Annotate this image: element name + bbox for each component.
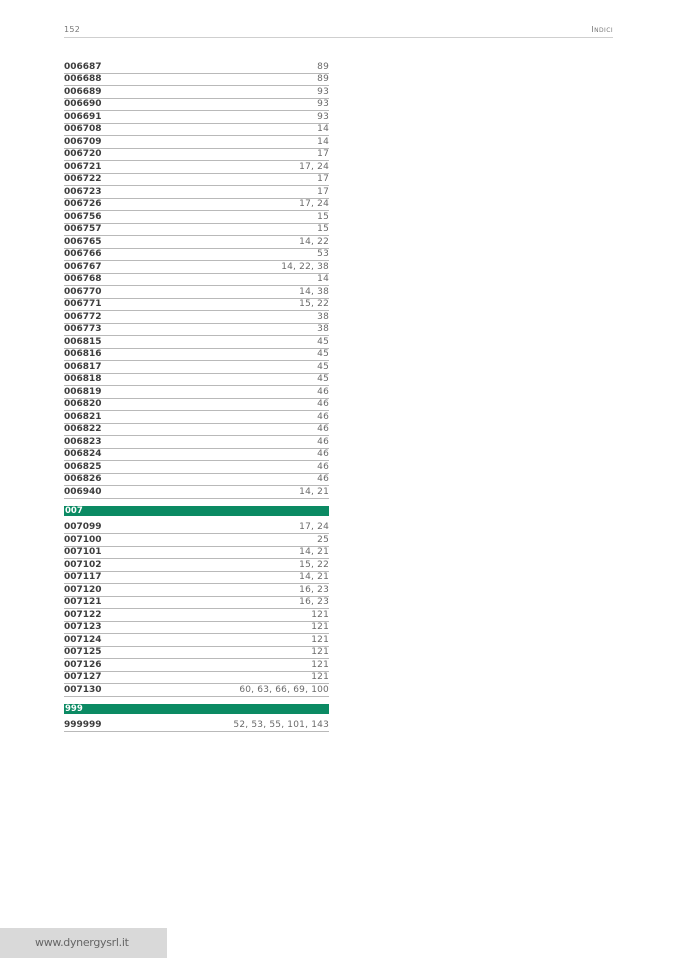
product-code: 006756 xyxy=(64,211,102,222)
product-code: 006722 xyxy=(64,174,102,184)
product-code: 007120 xyxy=(64,584,102,595)
page-references: 121 xyxy=(311,672,329,682)
page-references: 46 xyxy=(317,424,329,434)
page-references: 14, 38 xyxy=(299,286,329,297)
index-row xyxy=(64,659,329,672)
page-references: 121 xyxy=(311,647,329,657)
product-code: 007124 xyxy=(64,634,102,645)
product-code: 006691 xyxy=(64,111,102,122)
index-group xyxy=(64,61,329,499)
index-row xyxy=(64,236,329,249)
product-code: 007122 xyxy=(64,609,102,620)
index-row xyxy=(64,522,329,535)
product-code: 006726 xyxy=(64,199,102,209)
product-code: 007100 xyxy=(64,534,102,545)
page-references: 53 xyxy=(317,249,329,259)
page-references: 46 xyxy=(317,474,329,484)
page-references: 14, 22, 38 xyxy=(281,261,329,272)
product-code: 007125 xyxy=(64,647,102,657)
page-references: 89 xyxy=(317,61,329,72)
page-references: 14, 21 xyxy=(299,572,329,582)
index-row xyxy=(64,86,329,99)
index-row xyxy=(64,486,329,499)
page-references: 17 xyxy=(317,149,329,159)
footer-bar xyxy=(0,928,167,958)
product-code: 006825 xyxy=(64,461,102,472)
page-references: 46 xyxy=(317,436,329,447)
page-references: 15, 22 xyxy=(299,299,329,309)
product-code: 006766 xyxy=(64,249,102,259)
product-code: 006771 xyxy=(64,299,102,309)
page-references: 45 xyxy=(317,349,329,359)
page-references: 14, 21 xyxy=(299,547,329,557)
index-row xyxy=(64,249,329,262)
index-row xyxy=(64,224,329,237)
page-references: 16, 23 xyxy=(299,584,329,595)
product-code: 007121 xyxy=(64,597,102,607)
product-code: 006817 xyxy=(64,361,102,372)
index-row xyxy=(64,474,329,487)
product-code: 006821 xyxy=(64,411,102,422)
page-references: 93 xyxy=(317,111,329,122)
index-row xyxy=(64,672,329,685)
page-references: 38 xyxy=(317,324,329,334)
page-references: 45 xyxy=(317,374,329,384)
page-references: 46 xyxy=(317,449,329,459)
page-references: 14 xyxy=(317,274,329,284)
index-row xyxy=(64,399,329,412)
product-code: 006770 xyxy=(64,286,102,297)
page-references: 46 xyxy=(317,399,329,409)
product-code: 007127 xyxy=(64,672,102,682)
page-references: 60, 63, 66, 69, 100 xyxy=(239,684,329,695)
index-row xyxy=(64,211,329,224)
index-table xyxy=(64,61,329,732)
index-row xyxy=(64,261,329,274)
page-references: 121 xyxy=(311,622,329,632)
footer-url[interactable]: www.dynergysrl.it xyxy=(35,936,129,949)
product-code: 006772 xyxy=(64,311,102,322)
page-references: 17, 24 xyxy=(299,199,329,209)
page-number: 152 xyxy=(64,25,81,34)
index-row xyxy=(64,174,329,187)
index-row xyxy=(64,386,329,399)
page-references: 45 xyxy=(317,361,329,372)
index-row xyxy=(64,584,329,597)
product-code: 006819 xyxy=(64,386,102,397)
product-code: 006688 xyxy=(64,74,102,84)
page-references: 46 xyxy=(317,461,329,472)
page-references: 17, 24 xyxy=(299,522,329,532)
index-row xyxy=(64,136,329,149)
index-group xyxy=(64,506,329,697)
index-row xyxy=(64,186,329,199)
index-row xyxy=(64,311,329,324)
index-row xyxy=(64,572,329,585)
group-header: 999 xyxy=(64,704,329,714)
index-row xyxy=(64,324,329,337)
page-references: 45 xyxy=(317,336,329,347)
product-code: 006721 xyxy=(64,161,102,172)
product-code: 006689 xyxy=(64,86,102,97)
product-code: 006708 xyxy=(64,124,102,134)
index-row xyxy=(64,424,329,437)
page-references: 52, 53, 55, 101, 143 xyxy=(233,720,329,730)
index-row xyxy=(64,634,329,647)
index-row xyxy=(64,61,329,74)
product-code: 006820 xyxy=(64,399,102,409)
product-code: 006767 xyxy=(64,261,102,272)
index-row xyxy=(64,647,329,660)
page-references: 121 xyxy=(311,609,329,620)
product-code: 007130 xyxy=(64,684,102,695)
index-row xyxy=(64,161,329,174)
page-references: 14, 21 xyxy=(299,486,329,497)
index-row xyxy=(64,149,329,162)
product-code: 006824 xyxy=(64,449,102,459)
page-references: 15 xyxy=(317,211,329,222)
product-code: 006757 xyxy=(64,224,102,234)
product-code: 999999 xyxy=(64,720,102,730)
product-code: 006687 xyxy=(64,61,102,72)
index-row xyxy=(64,199,329,212)
page-references: 17, 24 xyxy=(299,161,329,172)
index-row xyxy=(64,449,329,462)
index-row xyxy=(64,609,329,622)
page-references: 46 xyxy=(317,386,329,397)
page-references: 15, 22 xyxy=(299,559,329,570)
page-references: 14 xyxy=(317,136,329,147)
product-code: 006823 xyxy=(64,436,102,447)
index-row xyxy=(64,597,329,610)
index-group xyxy=(64,704,329,733)
page-references: 17 xyxy=(317,174,329,184)
header-divider xyxy=(64,37,613,38)
product-code: 007126 xyxy=(64,659,102,670)
product-code: 006815 xyxy=(64,336,102,347)
product-code: 006768 xyxy=(64,274,102,284)
index-row xyxy=(64,684,329,697)
index-row xyxy=(64,534,329,547)
index-row xyxy=(64,286,329,299)
product-code: 006818 xyxy=(64,374,102,384)
index-row xyxy=(64,411,329,424)
index-row xyxy=(64,349,329,362)
product-code: 006826 xyxy=(64,474,102,484)
index-row xyxy=(64,274,329,287)
product-code: 007123 xyxy=(64,622,102,632)
index-row xyxy=(64,720,329,733)
page-references: 121 xyxy=(311,659,329,670)
page-references: 46 xyxy=(317,411,329,422)
index-row xyxy=(64,74,329,87)
page-references: 89 xyxy=(317,74,329,84)
product-code: 007102 xyxy=(64,559,102,570)
product-code: 006720 xyxy=(64,149,102,159)
index-row xyxy=(64,622,329,635)
index-row xyxy=(64,436,329,449)
page-references: 93 xyxy=(317,99,329,109)
page-references: 14 xyxy=(317,124,329,134)
page-references: 14, 22 xyxy=(299,236,329,247)
index-row xyxy=(64,336,329,349)
index-row xyxy=(64,361,329,374)
index-row xyxy=(64,374,329,387)
page-references: 25 xyxy=(317,534,329,545)
page-references: 38 xyxy=(317,311,329,322)
section-title: Indici xyxy=(591,25,613,34)
index-row xyxy=(64,559,329,572)
page-references: 17 xyxy=(317,186,329,197)
product-code: 007101 xyxy=(64,547,102,557)
index-row xyxy=(64,111,329,124)
index-row xyxy=(64,547,329,560)
index-row xyxy=(64,99,329,112)
page-references: 16, 23 xyxy=(299,597,329,607)
product-code: 006773 xyxy=(64,324,102,334)
index-row xyxy=(64,124,329,137)
index-row xyxy=(64,461,329,474)
page-references: 121 xyxy=(311,634,329,645)
product-code: 006822 xyxy=(64,424,102,434)
product-code: 006940 xyxy=(64,486,102,497)
product-code: 006816 xyxy=(64,349,102,359)
page-references: 15 xyxy=(317,224,329,234)
page-references: 93 xyxy=(317,86,329,97)
product-code: 007099 xyxy=(64,522,102,532)
group-header: 007 xyxy=(64,506,329,516)
product-code: 007117 xyxy=(64,572,102,582)
product-code: 006765 xyxy=(64,236,102,247)
index-row xyxy=(64,299,329,312)
product-code: 006709 xyxy=(64,136,102,147)
product-code: 006723 xyxy=(64,186,102,197)
product-code: 006690 xyxy=(64,99,102,109)
